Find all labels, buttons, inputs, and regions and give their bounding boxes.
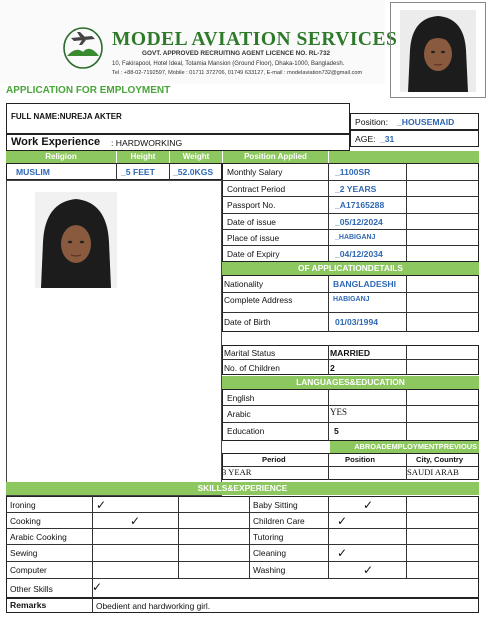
summary-header-height: Height (117, 151, 169, 163)
skill-children-care: Children Care (253, 516, 305, 526)
age-value: _31 (380, 134, 395, 144)
work-experience-value: : HARDWORKING (111, 138, 183, 148)
education-label: Education (227, 426, 265, 436)
form-title: APPLICATION FOR EMPLOYMENT (6, 85, 171, 96)
address-label: Complete Address (224, 295, 293, 305)
company-contact: Tel : +88-02-7192597, Mobile : 01711 372706, 01749 633127, E-mail : modelaviation732@gmail.com (112, 70, 363, 76)
skill-baby-sitting: Baby Sitting (253, 500, 298, 510)
summary-header-religion: Religion (6, 151, 116, 163)
date-of-expiry-value: _04/12/2034 (335, 249, 383, 259)
abroad-col-city: City, Country (416, 455, 464, 464)
dob-value: 01/03/1994 (335, 317, 379, 327)
check-children-care: ✓ (337, 514, 348, 528)
skills-header: SKILLS&EXPERIENCE (6, 482, 479, 495)
monthly-salary-value: _1100SR (335, 167, 371, 177)
contract-period-label: Contract Period (227, 184, 286, 194)
check-other-skills: ✓ (92, 580, 103, 594)
skill-ironing: Ironing (10, 500, 36, 510)
check-ironing: ✓ (96, 498, 107, 512)
contract-period-value: _2 YEARS (335, 184, 377, 194)
skill-arabic-cooking: Arabic Cooking (10, 532, 67, 542)
position-label: Position: (355, 117, 388, 127)
arabic-value: YES (330, 407, 348, 417)
passport-value: _A17165288 (335, 200, 385, 210)
skill-cleaning: Cleaning (253, 548, 287, 558)
work-experience-label: Work Experience (11, 136, 101, 148)
religion-value: MUSLIM (16, 167, 50, 177)
check-baby-sitting: ✓ (363, 498, 374, 512)
nationality-label: Nationality (224, 279, 264, 289)
applicant-photo-small-image (400, 10, 476, 92)
passport-label: Passport No. (227, 200, 276, 210)
licence-line: GOVT. APPROVED RECRUITING AGENT LICENCE NO. RL-732 (142, 50, 331, 57)
monthly-salary-label: Monthly Salary (227, 167, 283, 177)
skill-tutoring: Tutoring (253, 532, 284, 542)
check-cleaning: ✓ (337, 546, 348, 560)
skill-other: Other Skills (10, 584, 53, 594)
company-address: 10, Fakirapool, Hotel Ideal, Totamia Mansion (Ground Floor), Dhaka-1000, Bangladesh. (112, 61, 345, 67)
nationality-value: BANGLADESHI (333, 279, 397, 289)
children-value: 2 (330, 363, 335, 373)
place-of-issue-value: _HABIGANJ (335, 234, 376, 241)
date-of-issue-label: Date of issue (227, 217, 276, 227)
applicant-photo-large (35, 192, 117, 288)
summary-header-weight: Weight (170, 151, 222, 163)
education-value: 5 (334, 426, 339, 436)
header (0, 0, 398, 84)
address-value: HABIGANJ (333, 296, 370, 303)
abroad-period-value: 3 YEAR (222, 467, 252, 477)
marital-status-label: Marital Status (224, 348, 276, 358)
application-details-header: OF APPLICATIONDETAILS (222, 262, 479, 275)
skill-washing: Washing (253, 565, 286, 575)
remarks-text: Obedient and hardworking girl. (96, 601, 211, 611)
dob-label: Date of Birth (224, 317, 271, 327)
age-label: AGE: (355, 134, 376, 144)
abroad-col-period: Period (262, 455, 286, 464)
company-name: MODEL AVIATION SERVICES (112, 29, 398, 50)
english-label: English (227, 393, 255, 403)
marital-status-value: MARRIED (330, 348, 371, 358)
languages-header: LANGUAGES&EDUCATION (222, 376, 479, 389)
height-value: _5 FEET (121, 167, 155, 177)
arabic-label: Arabic (227, 409, 251, 419)
abroad-col-position: Position (345, 455, 375, 464)
weight-value: _52.0KGS (173, 167, 214, 177)
check-cooking: ✓ (130, 514, 141, 528)
remarks-row (6, 598, 479, 613)
skill-computer: Computer (10, 565, 47, 575)
full-name: FULL NAME:NUREJA AKTER (11, 112, 122, 121)
remarks-label: Remarks (10, 600, 47, 610)
children-label: No. of Children (224, 363, 280, 373)
position-value: _HOUSEMAID (397, 117, 455, 127)
skill-sewing: Sewing (10, 548, 38, 558)
abroad-city-value: SAUDI ARAB (407, 467, 459, 477)
date-of-expiry-label: Date of Expiry (227, 249, 280, 259)
company-logo (62, 26, 104, 70)
date-of-issue-value: _05/12/2024 (335, 217, 383, 227)
skill-cooking: Cooking (10, 516, 41, 526)
place-of-issue-label: Place of issue (227, 233, 280, 243)
check-washing: ✓ (363, 563, 374, 577)
summary-header-spacer (329, 151, 479, 163)
abroad-header: ABROADEMPLOYMENTPREVIOUS (330, 441, 479, 453)
summary-header-position-applied: Position Applied (223, 151, 328, 163)
